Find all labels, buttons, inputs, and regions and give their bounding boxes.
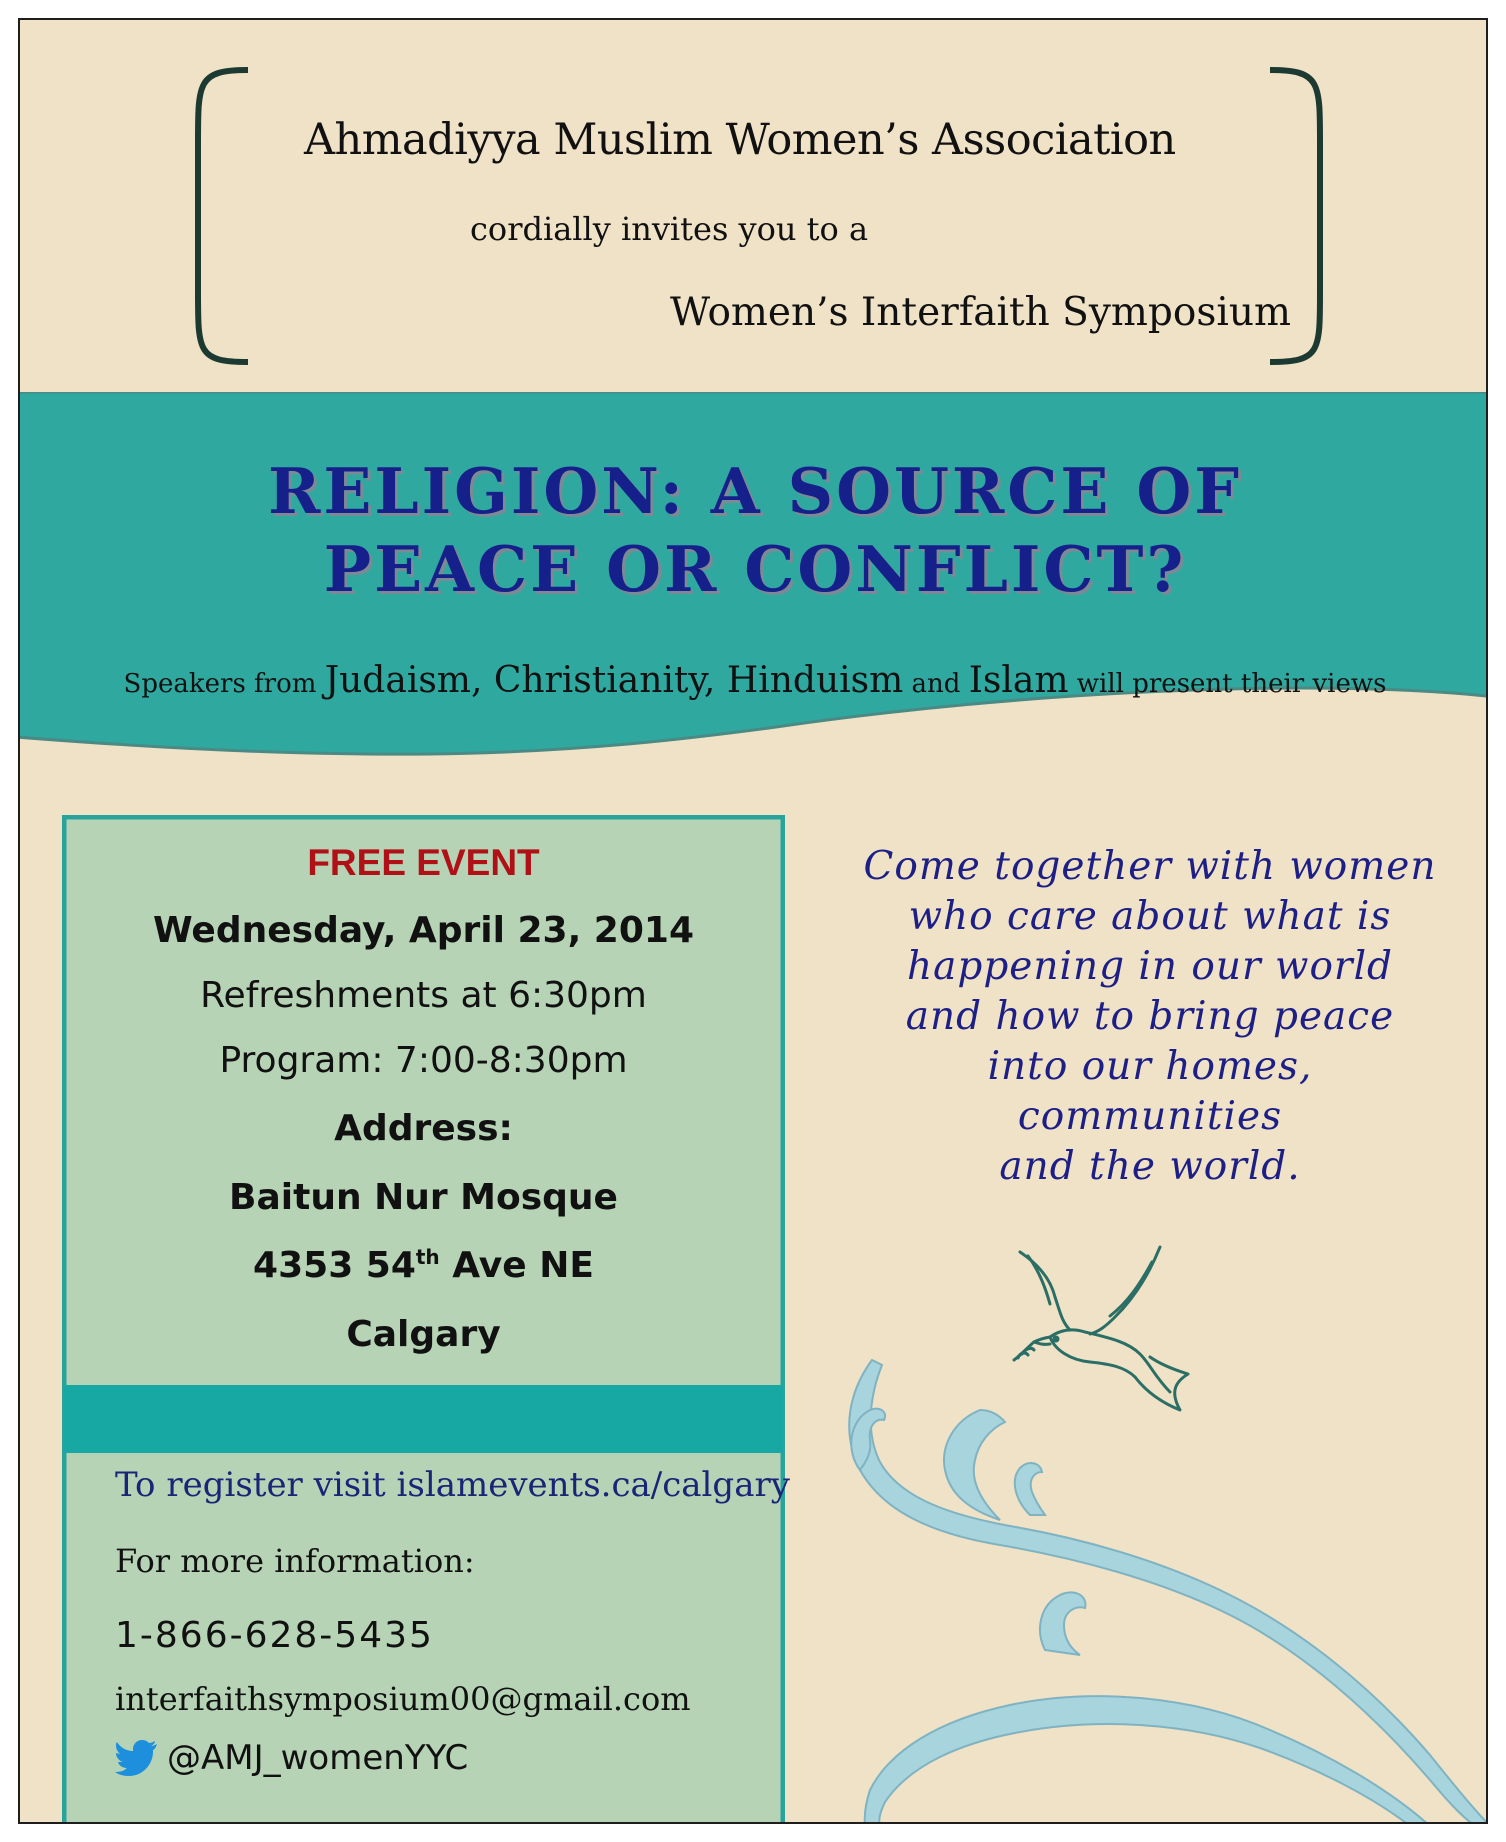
phone-number: 1-866-628-5435 — [115, 1615, 434, 1656]
more-info-label: For more information: — [115, 1542, 475, 1580]
program-time: Program: 7:00-8:30pm — [219, 1040, 628, 1081]
free-event-label: FREE EVENT — [307, 842, 540, 883]
event-poster — [18, 18, 1488, 1824]
invite-line: cordially invites you to a — [470, 210, 869, 248]
speakers-and: and — [903, 669, 969, 699]
headline-line-2: PEACE OR CONFLICT? — [323, 532, 1187, 606]
address-label: Address: — [334, 1108, 513, 1149]
twitter-handle[interactable]: @AMJ_womenYYC — [115, 1738, 468, 1778]
tagline: Come together with women who care about what is happening in our world and how to bring peace into our homes, communities and the world. — [863, 844, 1437, 1189]
speakers-line: Speakers from Judaism, Christianity, Hinduism and Islam will present their views — [123, 660, 1387, 701]
faith-islam: Islam — [968, 660, 1069, 701]
faith-christianity: Christianity — [493, 660, 704, 701]
faith-hinduism: Hinduism — [726, 660, 904, 701]
event-name: Women’s Interfaith Symposium — [670, 290, 1291, 335]
venue-name: Baitun Nur Mosque — [229, 1177, 618, 1218]
organization-name: Ahmadiyya Muslim Women’s Association — [304, 115, 1176, 165]
refreshments-time: Refreshments at 6:30pm — [200, 975, 647, 1016]
faith-judaism: Judaism — [324, 660, 471, 701]
headline-line-1: RELIGION: A SOURCE OF — [267, 454, 1242, 528]
register-link[interactable]: To register visit islamevents.ca/calgary — [115, 1465, 790, 1505]
event-date: Wednesday, April 23, 2014 — [152, 910, 695, 951]
city: Calgary — [346, 1314, 501, 1355]
speakers-suffix: will present their views — [1068, 669, 1387, 699]
left-bracket-icon — [188, 62, 258, 372]
headline — [20, 452, 1488, 608]
email-address[interactable]: interfaithsymposium00@gmail.com — [115, 1680, 691, 1718]
street-address: 4353 54th Ave NE — [253, 1245, 594, 1286]
twitter-bird-icon — [115, 1740, 157, 1776]
decorative-swirl — [830, 1350, 1488, 1824]
speakers-prefix: Speakers from — [123, 669, 325, 699]
